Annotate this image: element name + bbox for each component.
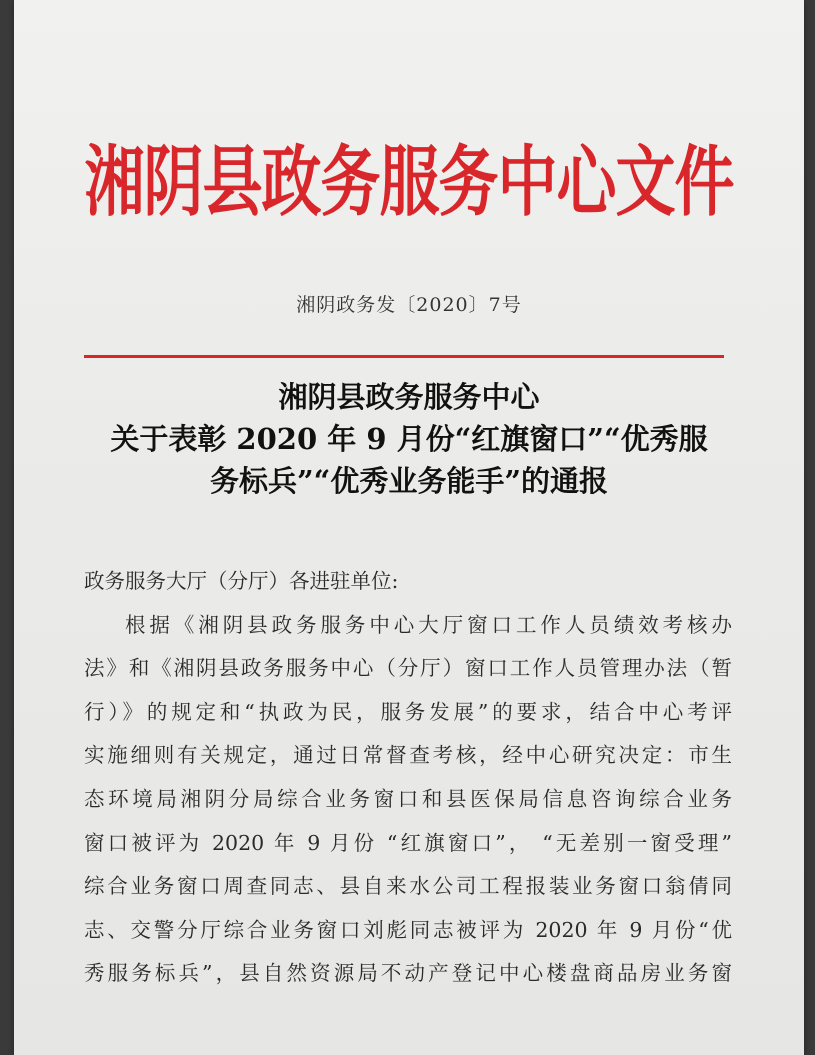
body-line: 秀服务标兵”，县自然资源局不动产登记中心楼盘商品房业务窗 — [84, 961, 732, 986]
body-line: 法》和《湘阴县政务服务中心（分厅）窗口工作人员管理办法（暂 — [84, 656, 732, 681]
body-line: 实施细则有关规定，通过日常督查考核，经中心研究决定：市生 — [84, 743, 732, 768]
body-line: 行）》的规定和“执政为民，服务发展”的要求，结合中心考评 — [84, 699, 732, 724]
document-number: 湘阴政务发〔2020〕7号 — [296, 294, 522, 316]
body-line: 根据《湘阴县政务服务中心大厅窗口工作人员绩效考核办 — [125, 612, 732, 637]
notice-title-line-2: 关于表彰 2020 年 9 月份“红旗窗口”“优秀服 — [110, 422, 708, 456]
body-line: 志、交警分厅综合业务窗口刘彪同志被评为 2020 年 9 月份“优 — [84, 917, 732, 942]
document-header-title: 湘阴县政务服务中心文件 — [84, 138, 734, 228]
body-line: 窗口被评为 2020 年 9 月份 “红旗窗口”， “无差别一窗受理” — [84, 830, 732, 855]
red-divider-line — [84, 355, 724, 358]
notice-title-line-1: 湘阴县政务服务中心 — [278, 380, 540, 414]
notice-body — [84, 560, 732, 996]
document-page — [14, 0, 804, 1055]
notice-title-line-3: 务标兵”“优秀业务能手”的通报 — [209, 464, 609, 498]
body-line: 态环境局湘阴分局综合业务窗口和县医保局信息咨询综合业务 — [84, 786, 732, 811]
body-line: 综合业务窗口周查同志、县自来水公司工程报装业务窗口翁倩同 — [84, 874, 732, 899]
salutation: 政务服务大厅（分厅）各进驻单位: — [84, 569, 399, 593]
notice-title — [14, 376, 804, 502]
